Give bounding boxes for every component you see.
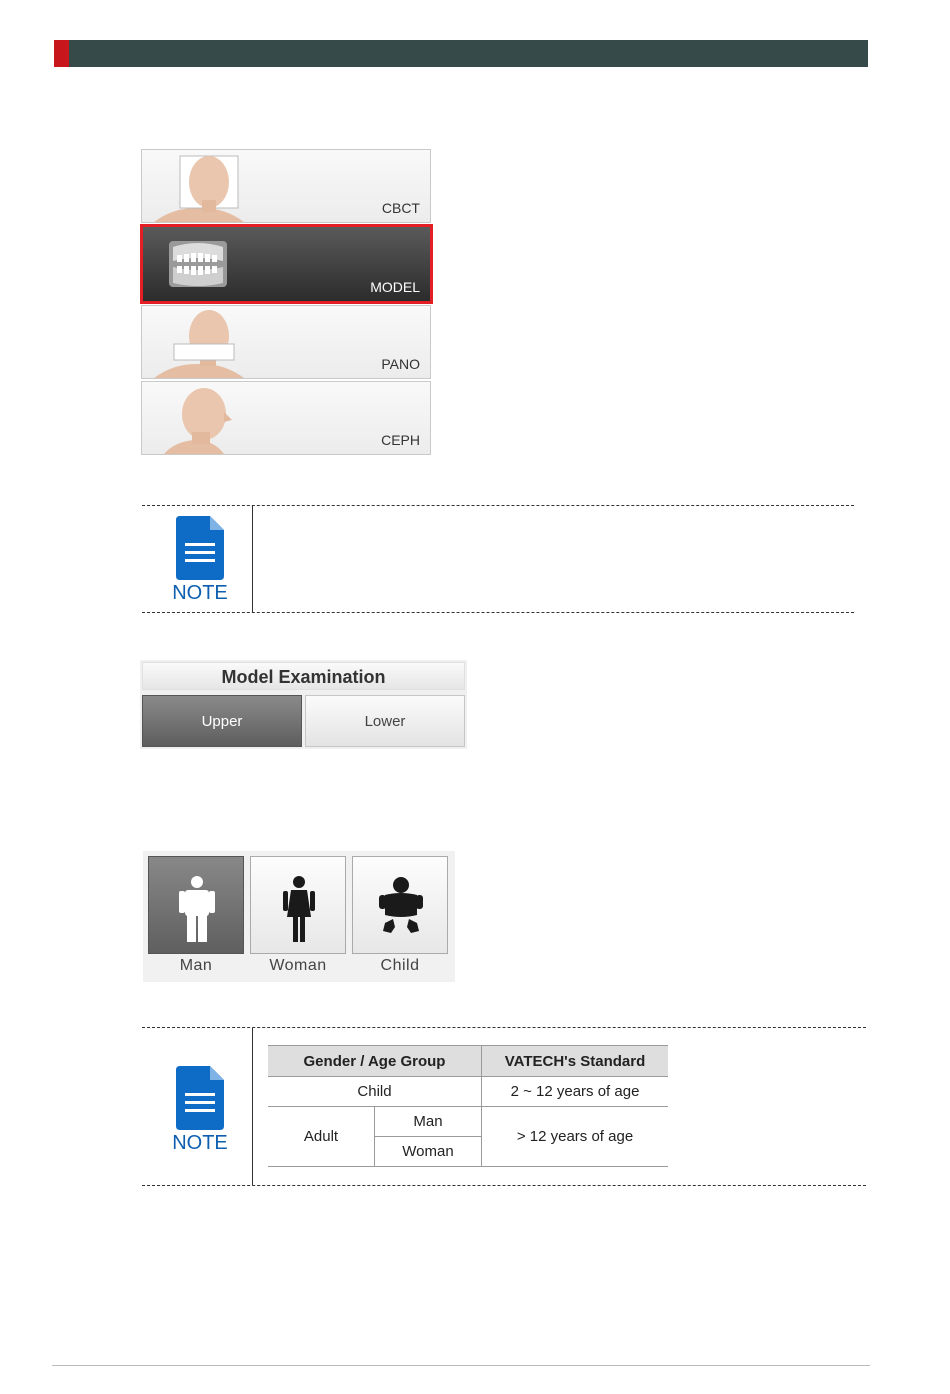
note-label: NOTE: [172, 1132, 228, 1154]
age-group-table: [268, 1045, 668, 1167]
child-icon: [377, 875, 425, 943]
note-label: NOTE: [172, 582, 228, 604]
model-examination-title: Model Examination: [142, 662, 465, 690]
note-separator: [252, 506, 253, 612]
woman-label: Woman: [269, 957, 327, 974]
child-button[interactable]: [352, 856, 448, 954]
mode-label: CEPH: [381, 432, 420, 448]
table-header-standard: VATECH's Standard: [482, 1046, 669, 1077]
note-box-1: [142, 505, 854, 613]
cell-child: Child: [268, 1077, 482, 1107]
cell-child-standard: 2 ~ 12 years of age: [482, 1077, 669, 1107]
mode-label: CBCT: [381, 200, 420, 216]
man-button[interactable]: [148, 856, 244, 954]
header-accent: [54, 40, 69, 67]
mode-button-pano[interactable]: [141, 305, 431, 379]
mode-label: MODEL: [370, 279, 420, 295]
note-document-icon: [176, 1066, 224, 1130]
child-label: Child: [380, 957, 420, 974]
note-separator: [252, 1028, 253, 1185]
face-front-icon: [154, 152, 244, 222]
mode-button-ceph[interactable]: [141, 381, 431, 455]
cell-adult-standard: > 12 years of age: [482, 1107, 669, 1167]
woman-button[interactable]: [250, 856, 346, 954]
lower-button[interactable]: Lower: [305, 695, 465, 747]
cell-woman: Woman: [375, 1137, 482, 1167]
cell-adult: Adult: [268, 1107, 375, 1167]
mode-button-cbct[interactable]: [141, 149, 431, 223]
table-header-group: Gender / Age Group: [268, 1046, 482, 1077]
mode-selection-panel: [141, 149, 433, 459]
upper-button[interactable]: Upper: [142, 695, 302, 747]
face-pano-icon: [154, 308, 244, 378]
table-row: [268, 1107, 668, 1137]
head-profile-icon: [154, 384, 244, 454]
mode-button-model[interactable]: [140, 224, 433, 304]
table-row: [268, 1077, 668, 1107]
model-examination-panel: [140, 660, 467, 749]
footer-rule: [52, 1365, 870, 1366]
mode-label: PANO: [381, 356, 420, 372]
header-bar: [54, 40, 868, 67]
cell-man: Man: [375, 1107, 482, 1137]
woman-icon: [275, 875, 323, 943]
man-icon: [173, 875, 221, 943]
note-document-icon: [176, 516, 224, 580]
man-label: Man: [179, 957, 213, 974]
gender-selector: [143, 851, 455, 982]
note-box-2: [142, 1027, 866, 1186]
dental-model-icon: [169, 241, 229, 289]
